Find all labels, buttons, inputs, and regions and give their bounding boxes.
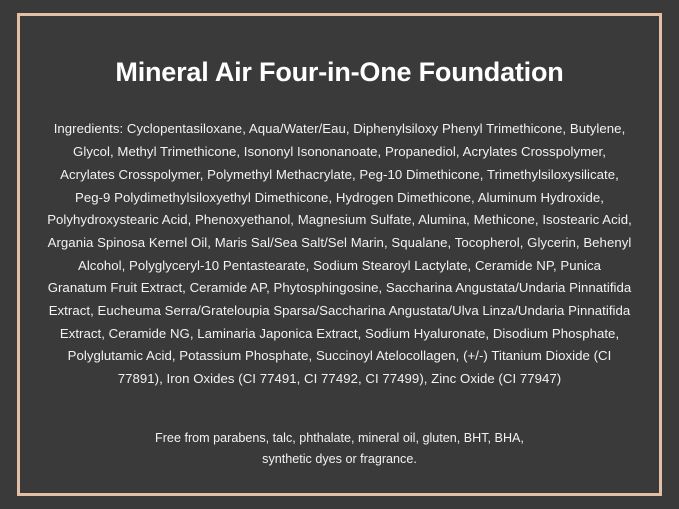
free-from-text [80,428,600,470]
ingredients-text: Ingredients: Cyclopentasiloxane, Aqua/Water/Eau, Diphenylsiloxy Phenyl Trimethicone, Butylene, Glycol, Methyl Trimethicone, Isononyl Isononanoate, Propanediol, Acrylates Crosspolymer, Acrylates Crosspolymer, Polymethyl Methacrylate, Peg-10 Dimethicone, Trimethylsiloxysilicate, Peg-9 Polydimethylsiloxyethyl Dimethicone, Hydrogen Dimethicone, Aluminum Hydroxide, Polyhydroxystearic Acid, Phenoxyethanol, Magnesium Sulfate, Alumina, Methicone, Isostearic Acid, Argania Spinosa Kernel Oil, Maris Sal/Sea Salt/Sel Marin, Squalane, Tocopherol, Glycerin, Behenyl Alcohol, Polyglyceryl-10 Pentastearate, Sodium Stearoyl Lactylate, Ceramide NP, Punica Granatum Fruit Extract, Ceramide AP, Phytosphingosine, Saccharina Angustata/Undaria Pinnatifida Extract, Eucheuma Serra/Grateloupia Sparsa/Saccharina Angustata/Ulva Linza/Undaria Pinnatifida Extract, Ceramide NG, Laminaria Japonica Extract, Sodium Hyaluronate, Disodium Phosphate, Polyglutamic Acid, Potassium Phosphate, Succinoyl Atelocollagen, (+/-) Titanium Dioxide (CI 77891), Iron Oxides (CI 77491, CI 77492, CI 77499), Zinc Oxide (CI 77947) [47,121,632,387]
free-from-line-2: synthetic dyes or fragrance. [262,451,417,466]
free-from-line-1: Free from parabens, talc, phthalate, mineral oil, gluten, BHT, BHA, [155,431,524,446]
product-label-panel [17,13,662,496]
label-content [20,16,659,493]
page-title: Mineral Air Four-in-One Foundation [115,57,564,87]
